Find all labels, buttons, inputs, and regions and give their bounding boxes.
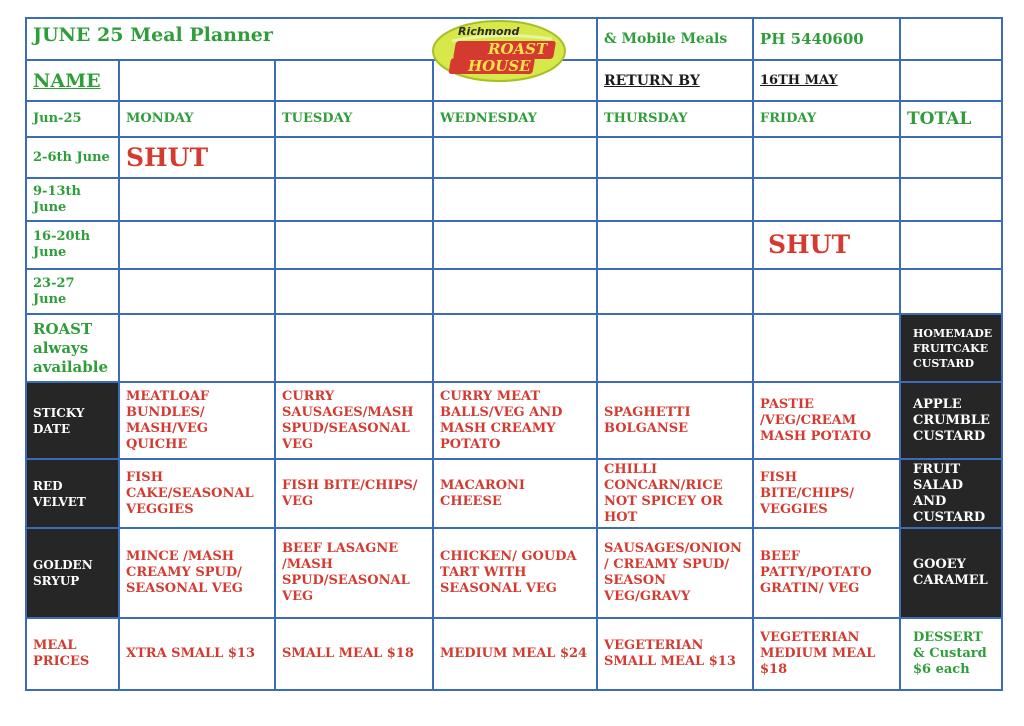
order-cell[interactable] — [434, 179, 598, 222]
meal-planner-table — [25, 17, 1003, 691]
tuesday-header: TUESDAY — [276, 102, 434, 138]
order-cell[interactable] — [754, 138, 901, 179]
menu-row-3-extra: GOOEY CARAMEL — [901, 529, 1001, 619]
return-empty — [901, 61, 1001, 102]
total-cell[interactable] — [901, 138, 1001, 179]
return-date: 16TH MAY — [754, 61, 901, 102]
menu-row-2-wednesday: MACARONI CHEESE — [434, 460, 598, 529]
menu-row-1-wednesday: CURRY MEAT BALLS/VEG AND MASH CREAMY POTATO — [434, 383, 598, 460]
menu-row-1-tuesday: CURRY SAUSAGES/MASH SPUD/SEASONAL VEG — [276, 383, 434, 460]
menu-row-2-thursday: CHILLI CONCARN/RICE NOT SPICEY OR HOT — [598, 460, 754, 529]
mobile-meals-label: & Mobile Meals — [598, 19, 754, 61]
price-medium: MEDIUM MEAL $24 — [434, 619, 598, 689]
menu-row-1-monday: MEATLOAF BUNDLES/ MASH/VEG QUICHE — [120, 383, 276, 460]
order-cell[interactable] — [276, 179, 434, 222]
menu-row-2-monday: FISH CAKE/SEASONAL VEGGIES — [120, 460, 276, 529]
week-2-label: 9-13th June — [27, 179, 120, 222]
price-veg-medium: VEGETERIAN MEDIUM MEAL $18 — [754, 619, 901, 689]
phone-number: PH 5440600 — [754, 19, 901, 61]
menu-row-3-wednesday: CHICKEN/ GOUDA TART WITH SEASONAL VEG — [434, 529, 598, 619]
roast-label: ROAST always available — [27, 315, 120, 383]
order-cell[interactable] — [120, 179, 276, 222]
menu-row-2-friday: FISH BITE/CHIPS/ VEGGIES — [754, 460, 901, 529]
menu-row-3-monday: MINCE /MASH CREAMY SPUD/ SEASONAL VEG — [120, 529, 276, 619]
order-cell[interactable] — [598, 270, 754, 315]
order-cell[interactable] — [276, 270, 434, 315]
page-title: JUNE 25 Meal Planner — [27, 19, 434, 61]
roast-cell[interactable] — [276, 315, 434, 383]
menu-row-1-friday: PASTIE /VEG/CREAM MASH POTATO — [754, 383, 901, 460]
return-by-label: RETURN BY — [598, 61, 754, 102]
week-3-label: 16-20th June — [27, 222, 120, 270]
logo-line2-text: HOUSE — [468, 57, 531, 75]
monday-header: MONDAY — [120, 102, 276, 138]
total-cell[interactable] — [901, 222, 1001, 270]
order-cell[interactable] — [598, 138, 754, 179]
roast-cell[interactable] — [598, 315, 754, 383]
thursday-header: THURSDAY — [598, 102, 754, 138]
total-header: TOTAL — [901, 102, 1001, 138]
roast-dessert: HOMEMADE FRUITCAKE CUSTARD — [901, 315, 1001, 383]
order-cell[interactable] — [434, 138, 598, 179]
order-cell[interactable] — [276, 222, 434, 270]
order-cell[interactable] — [598, 222, 754, 270]
total-cell[interactable] — [901, 270, 1001, 315]
price-xtra-small: XTRA SMALL $13 — [120, 619, 276, 689]
logo-top-text: Richmond — [458, 25, 520, 38]
order-cell[interactable] — [120, 222, 276, 270]
menu-row-1-thursday: SPAGHETTI BOLGANSE — [598, 383, 754, 460]
menu-row-2-tuesday: FISH BITE/CHIPS/ VEG — [276, 460, 434, 529]
order-cell[interactable] — [120, 270, 276, 315]
week-1-shut: SHUT — [120, 138, 276, 179]
total-cell[interactable] — [901, 179, 1001, 222]
price-veg-small: VEGETERIAN SMALL MEAL $13 — [598, 619, 754, 689]
header-empty — [901, 19, 1001, 61]
roast-cell[interactable] — [434, 315, 598, 383]
order-cell[interactable] — [434, 270, 598, 315]
order-cell[interactable] — [276, 138, 434, 179]
menu-row-3-friday: BEEF PATTY/POTATO GRATIN/ VEG — [754, 529, 901, 619]
price-small: SMALL MEAL $18 — [276, 619, 434, 689]
roast-cell[interactable] — [120, 315, 276, 383]
roast-house-logo — [432, 19, 567, 82]
order-cell[interactable] — [434, 222, 598, 270]
name-field[interactable] — [120, 61, 276, 102]
order-cell[interactable] — [754, 179, 901, 222]
month-header: Jun-25 — [27, 102, 120, 138]
roast-cell[interactable] — [754, 315, 901, 383]
menu-row-2-dessert: RED VELVET — [27, 460, 120, 529]
week-1-label: 2-6th June — [27, 138, 120, 179]
name-label: NAME — [27, 61, 120, 102]
logo-line1-text: ROAST — [488, 40, 548, 58]
menu-row-3-thursday: SAUSAGES/ONION / CREAMY SPUD/ SEASON VEG/GRAVY — [598, 529, 754, 619]
menu-row-1-extra: APPLE CRUMBLE CUSTARD — [901, 383, 1001, 460]
menu-row-3-tuesday: BEEF LASAGNE /MASH SPUD/SEASONAL VEG — [276, 529, 434, 619]
order-cell[interactable] — [754, 270, 901, 315]
friday-header: FRIDAY — [754, 102, 901, 138]
menu-row-3-dessert: GOLDEN SRYUP — [27, 529, 120, 619]
week-3-shut: SHUT — [754, 222, 901, 270]
week-4-label: 23-27 June — [27, 270, 120, 315]
menu-row-2-extra: FRUIT SALAD AND CUSTARD — [901, 460, 1001, 529]
price-dessert: DESSERT & Custard $6 each — [913, 630, 987, 677]
order-cell[interactable] — [598, 179, 754, 222]
menu-row-1-dessert: STICKY DATE — [27, 383, 120, 460]
prices-label: MEAL PRICES — [27, 619, 120, 689]
name-field-2[interactable] — [276, 61, 434, 102]
wednesday-header: WEDNESDAY — [434, 102, 598, 138]
